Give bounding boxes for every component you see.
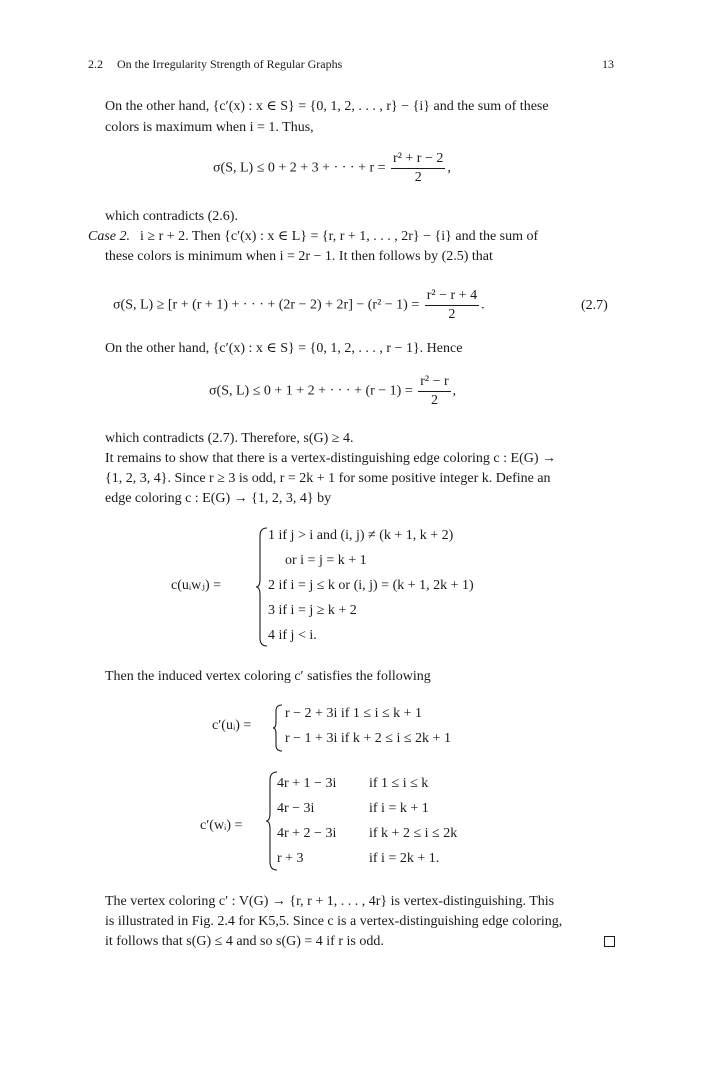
vertex-coloring-w-condition-3: if k + 2 ≤ i ≤ 2k — [369, 826, 458, 841]
equation-1-lhs: σ(S, L) ≤ 0 + 2 + 3 + · · · + r = — [213, 160, 386, 176]
vertex-coloring-w-value-2: 4r − 3i — [277, 801, 315, 816]
running-title: On the Irregularity Strength of Regular Graphs — [117, 57, 343, 71]
equation-tag-2-7: (2.7) — [581, 298, 608, 313]
equation-1-numerator: r² + r − 2 — [391, 150, 445, 169]
vertex-coloring-u-lhs: c′(uᵢ) = — [212, 718, 252, 733]
case-2-line-1: i ≥ r + 2. Then {c′(x) : x ∈ L} = {r, r + 1, . . . , 2r} − {i} and the sum of — [140, 229, 539, 244]
equation-3-lhs: σ(S, L) ≤ 0 + 1 + 2 + · · · + (r − 1) = — [209, 383, 413, 399]
paragraph-2-text: which contradicts (2.6). — [105, 209, 238, 224]
edge-coloring-case-4: 4 if j < i. — [268, 628, 317, 643]
equation-3: σ(S, L) ≤ 0 + 1 + 2 + · · · + (r − 1) = $\frac{\text{r² − r}}{2}$ , — [209, 374, 457, 408]
paragraph-2 — [105, 207, 617, 228]
equation-2-numerator: r² − r + 4 — [425, 287, 479, 306]
case-2-label — [88, 227, 130, 248]
equation-2-7: σ(S, L) ≥ [r + (r + 1) + · · · + (2r − 2) + 2r] − (r² − 1) = $\frac{\text{r² − r + 4}}{2}$ . — [113, 288, 485, 322]
equation-2-fraction — [425, 287, 479, 324]
vertex-coloring-w-condition-2: if i = k + 1 — [369, 801, 429, 816]
paragraph-7-line-2: is illustrated in Fig. 2.4 for K5,5. Since c is a vertex-distinguishing edge coloring, — [105, 914, 563, 929]
equation-3-denominator: 2 — [430, 393, 438, 408]
equation-2-lhs: σ(S, L) ≥ [r + (r + 1) + · · · + (2r − 2) + 2r] − (r² − 1) = — [113, 297, 420, 313]
edge-coloring-brace — [255, 526, 269, 648]
edge-coloring-case-3: 3 if i = j ≥ k + 2 — [268, 603, 357, 618]
vertex-coloring-w-value-4: r + 3 — [277, 851, 304, 866]
paragraph-1-line-2: colors is maximum when i = 1. Thus, — [105, 120, 314, 135]
paragraph-4: which contradicts (2.7). Therefore, s(G) ≥ 4. — [105, 431, 354, 446]
vertex-coloring-w-value-1: 4r + 1 − 3i — [277, 776, 337, 791]
edge-coloring-case-1-cont: or i = j = k + 1 — [285, 553, 367, 568]
equation-1-denominator: 2 — [414, 170, 422, 185]
section-number: 2.2 — [88, 57, 103, 71]
paragraph-7-line-3: it follows that s(G) ≤ 4 and so s(G) = 4 if r is odd. — [105, 934, 384, 949]
qed-square-icon — [604, 936, 615, 947]
case-2-label-text: Case 2. — [88, 229, 130, 244]
paragraph-6: Then the induced vertex coloring c′ satisfies the following — [105, 669, 431, 684]
edge-coloring-lhs: c(uᵢwⱼ) = — [171, 578, 222, 593]
page-number: 13 — [602, 57, 614, 71]
vertex-coloring-u-case-2: r − 1 + 3i if k + 2 ≤ i ≤ 2k + 1 — [285, 731, 451, 746]
case-2-line-2: these colors is minimum when i = 2r − 1. It then follows by (2.5) that — [105, 249, 493, 264]
paragraph-5-line-2: {1, 2, 3, 4}. Since r ≥ 3 is odd, r = 2k + 1 for some positive integer k. Define an — [105, 471, 551, 486]
paragraph-1-line-1: On the other hand, {c′(x) : x ∈ S} = {0, 1, 2, . . . , r} − {i} and the sum of these — [105, 99, 549, 114]
paragraph-3: On the other hand, {c′(x) : x ∈ S} = {0, 1, 2, . . . , r − 1}. Hence — [105, 341, 463, 356]
equation-3-numerator: r² − r — [418, 373, 450, 392]
edge-coloring-case-2: 2 if i = j ≤ k or (i, j) = (k + 1, 2k + 1) — [268, 578, 474, 593]
paragraph-5-line-1: It remains to show that there is a vertex-distinguishing edge coloring c : E(G) → — [105, 451, 557, 466]
paragraph-7-line-1: The vertex coloring c′ : V(G) → {r, r + 1, . . . , 4r} is vertex-distinguishing. This — [105, 894, 555, 909]
equation-2-denominator: 2 — [448, 307, 456, 322]
equation-1-fraction — [391, 150, 445, 187]
vertex-coloring-u-case-1: r − 2 + 3i if 1 ≤ i ≤ k + 1 — [285, 706, 423, 721]
paragraph-5-line-3: edge coloring c : E(G) → {1, 2, 3, 4} by — [105, 491, 332, 506]
vertex-coloring-w-lhs: c′(wᵢ) = — [200, 818, 243, 833]
vertex-coloring-w-condition-4: if i = 2k + 1. — [369, 851, 440, 866]
vertex-coloring-w-value-3: 4r + 2 − 3i — [277, 826, 337, 841]
vertex-coloring-w-condition-1: if 1 ≤ i ≤ k — [369, 776, 429, 791]
equation-3-fraction — [418, 373, 450, 410]
equation-1: σ(S, L) ≤ 0 + 2 + 3 + · · · + r = $\frac{\text{r² + r − 2}}{2}$ , — [213, 151, 451, 185]
edge-coloring-case-1: 1 if j > i and (i, j) ≠ (k + 1, k + 2) — [268, 528, 454, 543]
vertex-coloring-u-brace — [272, 703, 284, 753]
